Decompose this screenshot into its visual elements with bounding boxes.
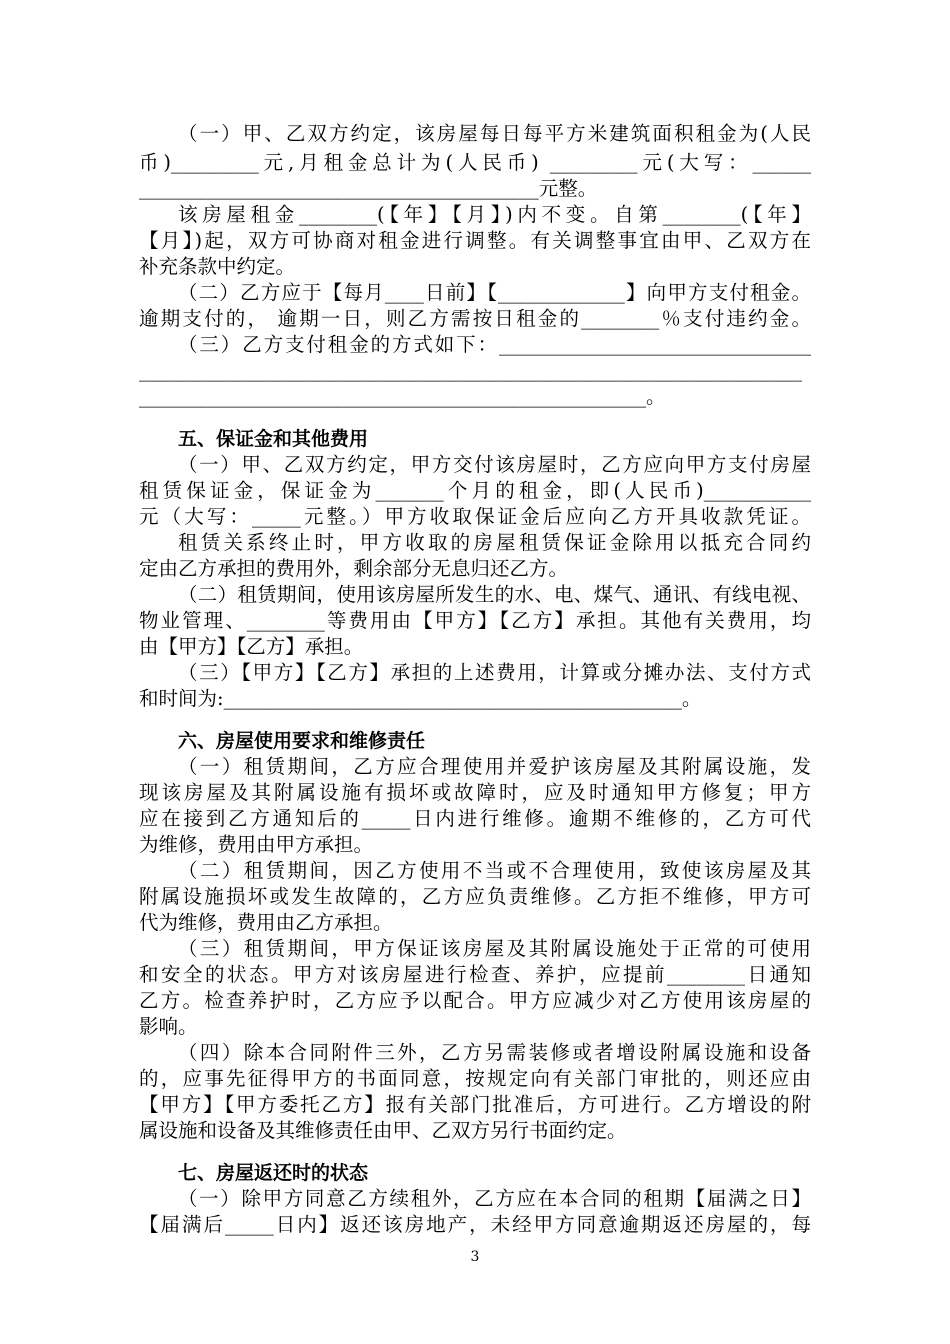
text-line: 属设施和设备及其维修责任由甲、乙双方另行书面约定。	[139, 1119, 627, 1142]
text-line: 代为维修，费用由乙方承担。	[139, 911, 393, 934]
text-line: （二）乙方应于【每月____日前】【_____________】向甲方支付租金。	[178, 281, 811, 304]
text-line: 租赁保证金，保证金为_______个月的租金，即(人民币)___________	[139, 479, 811, 502]
text-line: 逾期支付的， 逾期一日，则乙方需按日租金的________％支付违约金。	[139, 307, 811, 330]
text-line: 【月】)起，双方可协商对租金进行调整。有关调整事宜由甲、乙双方在	[139, 229, 811, 252]
text-line: 币)_________元,月租金总计为(人民币) _________元(大写：______	[139, 151, 811, 174]
text-line: 补充条款中约定。	[139, 255, 296, 278]
section-heading: 五、保证金和其他费用	[178, 428, 369, 450]
text-line: 定由乙方承担的费用外，剩余部分无息归还乙方。	[139, 557, 569, 580]
text-line: （一）租赁期间，乙方应合理使用并爱护该房屋及其附属设施，发	[178, 755, 811, 778]
text-line: 该房屋租金________(【年】【月】)内不变。自第________(【年】	[178, 203, 811, 226]
text-line: 由【甲方】【乙方】承担。	[139, 635, 364, 658]
text-line: 物业管理、________等费用由【甲方】【乙方】承担。其他有关费用，均	[139, 609, 811, 632]
text-line: （三）租赁期间，甲方保证该房屋及其附属设施处于正常的可使用	[178, 937, 811, 960]
text-line: 影响。	[139, 1015, 198, 1038]
text-line: （二）租赁期间，因乙方使用不当或不合理使用，致使该房屋及其	[178, 859, 811, 882]
text-line: （三）【甲方】【乙方】承担的上述费用，计算或分摊办法、支付方式	[178, 661, 811, 684]
text-line: 附属设施损坏或发生故障的，乙方应负责维修。乙方拒不维修，甲方可	[139, 885, 811, 908]
text-line: ____________________________________________________。	[139, 385, 666, 408]
section-heading: 六、房屋使用要求和维修责任	[178, 730, 426, 752]
text-line: 和时间为:_______________________________________________。	[139, 687, 702, 710]
text-line: （一）甲、乙双方约定，甲方交付该房屋时，乙方应向甲方支付房屋	[178, 453, 811, 476]
text-line: 和安全的状态。甲方对该房屋进行检查、养护，应提前________日通知	[139, 963, 811, 986]
text-line: ____________________________________________________________________	[139, 359, 802, 382]
page-number: 3	[470, 1249, 480, 1265]
text-line: 应在接到乙方通知后的_____日内进行维修。逾期不维修的，乙方可代	[139, 807, 811, 830]
text-line: （四）除本合同附件三外，乙方另需装修或者增设附属设施和设备	[178, 1041, 811, 1064]
text-line: 现该房屋及其附属设施有损坏或故障时，应及时通知甲方修复；甲方	[139, 781, 811, 804]
text-line: （二）租赁期间，使用该房屋所发生的水、电、煤气、通讯、有线电视、	[178, 583, 811, 606]
text-line: 【甲方】【甲方委托乙方】报有关部门批准后，方可进行。乙方增设的附	[139, 1093, 811, 1116]
text-line: 的，应事先征得甲方的书面同意，按规定向有关部门审批的，则还应由	[139, 1067, 811, 1090]
text-line: （三）乙方支付租金的方式如下：________________________________	[178, 333, 811, 356]
text-line: 租赁关系终止时，甲方收取的房屋租赁保证金除用以抵充合同约	[178, 531, 811, 554]
text-line: 【届满后_____日内】返还该房地产，未经甲方同意逾期返还房屋的，每	[139, 1213, 811, 1236]
text-line: （一）甲、乙双方约定，该房屋每日每平方米建筑面积租金为(人民	[178, 122, 811, 145]
text-line: 为维修，费用由甲方承担。	[139, 833, 374, 856]
text-line: 元（大写：_____元整。）甲方收取保证金后应向乙方开具收款凭证。	[139, 505, 811, 528]
text-line: 乙方。检查养护时，乙方应予以配合。甲方应减少对乙方使用该房屋的	[139, 989, 811, 1012]
text-line: （一）除甲方同意乙方续租外，乙方应在本合同的租期【届满之日】	[178, 1187, 811, 1210]
text-line: _________________________________________元整。	[139, 177, 598, 200]
section-heading: 七、房屋返还时的状态	[178, 1162, 369, 1184]
